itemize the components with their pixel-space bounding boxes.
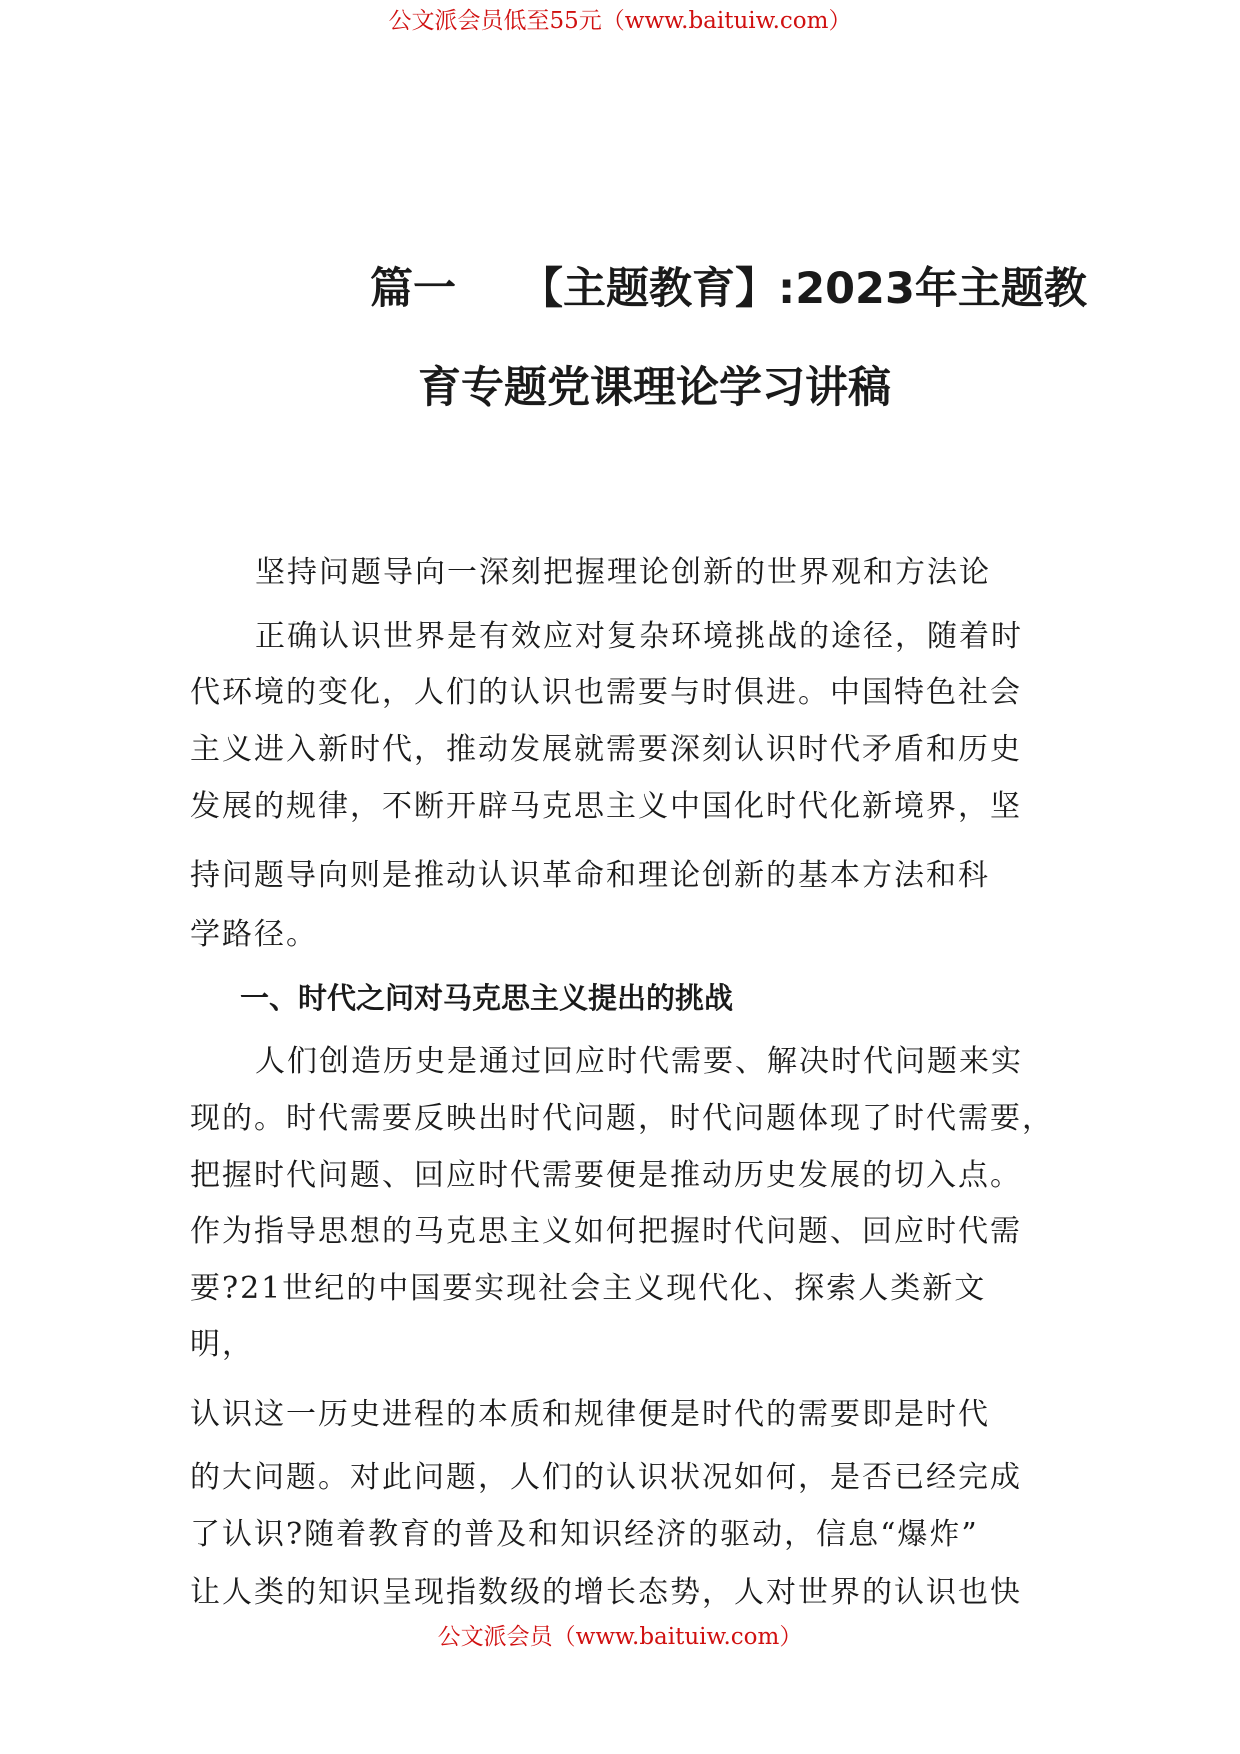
footer-banner: 公文派会员（www.baituiw.com） (437, 1624, 803, 1650)
paragraph-line: 作为指导思想的马克思主义如何把握时代问题、回应时代需 (190, 1214, 1022, 1249)
document-title-line-1 (370, 255, 1087, 316)
document-title-line-2: 育专题党课理论学习讲稿 (418, 363, 891, 413)
paragraph-line: 人们创造历史是通过回应时代需要、解决时代问题来实 (255, 1044, 1023, 1079)
paragraph-line: 了认识?随着教育的普及和知识经济的驱动，信息“爆炸” (190, 1517, 979, 1552)
paragraph-line: 明， (190, 1327, 254, 1362)
paragraph-line: 要?21世纪的中国要实现社会主义现代化、探索人类新文 (190, 1271, 987, 1306)
section-heading: 一、时代之问对马克思主义提出的挑战 (240, 981, 734, 1015)
paragraph-line: 让人类的知识呈现指数级的增长态势，人对世界的认识也快 (190, 1575, 1022, 1610)
paragraph-line: 认识这一历史进程的本质和规律便是时代的需要即是时代 (190, 1397, 990, 1432)
paragraph-line: 正确认识世界是有效应对复杂环境挑战的途径，随着时 (255, 619, 1023, 654)
header-banner: 公文派会员低至55元（www.baituiw.com） (388, 8, 852, 34)
paragraph-line: 的大问题。对此问题，人们的认识状况如何，是否已经完成 (190, 1460, 1022, 1495)
title-prefix: 篇一 (370, 264, 456, 314)
paragraph-line: 把握时代问题、回应时代需要便是推动历史发展的切入点。 (190, 1158, 1022, 1193)
title-text-1: 【主题教育】:2023年主题教 (520, 264, 1087, 314)
paragraph-line: 现的。时代需要反映出时代问题，时代问题体现了时代需要， (190, 1101, 1054, 1136)
paragraph-line: 坚持问题导向一深刻把握理论创新的世界观和方法论 (255, 555, 991, 590)
paragraph-line: 代环境的变化，人们的认识也需要与时俱进。中国特色社会 (190, 675, 1022, 710)
paragraph-line: 持问题导向则是推动认识革命和理论创新的基本方法和科 (190, 858, 990, 893)
paragraph-line: 学路径。 (190, 917, 318, 952)
paragraph-line: 主义进入新时代，推动发展就需要深刻认识时代矛盾和历史 (190, 732, 1022, 767)
paragraph-line: 发展的规律，不断开辟马克思主义中国化时代化新境界，坚 (190, 789, 1022, 824)
